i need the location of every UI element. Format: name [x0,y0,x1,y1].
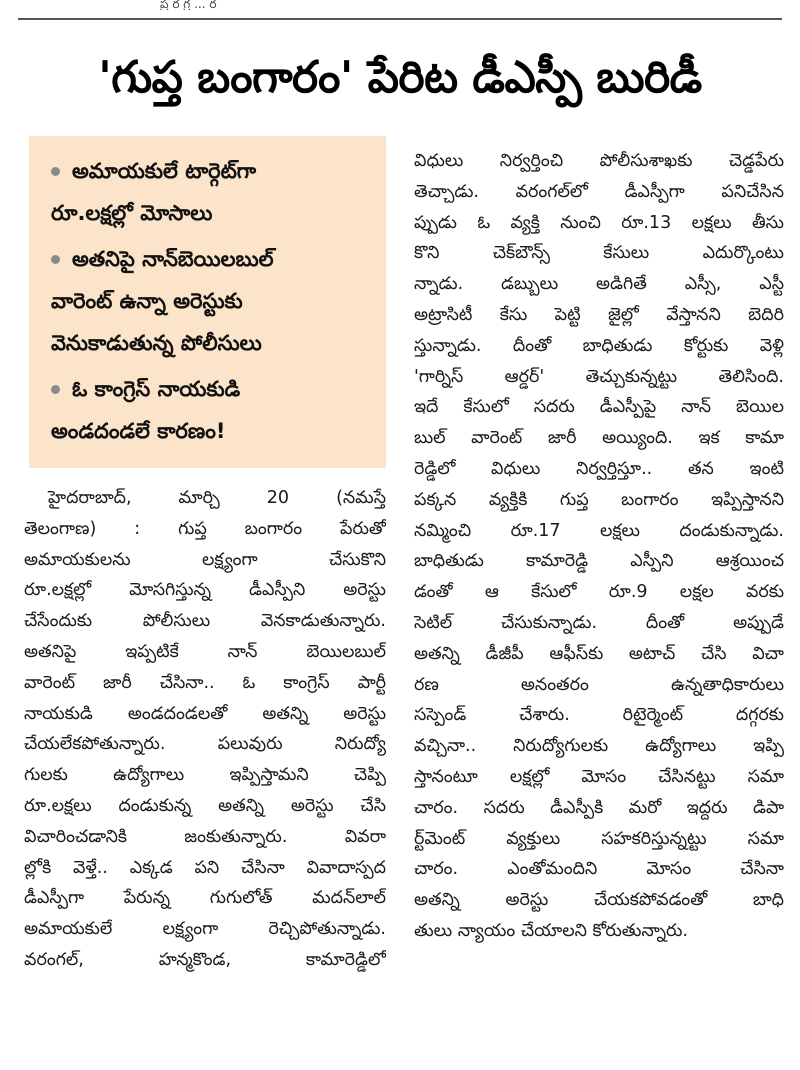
highlight-text [51,238,274,364]
body-line: తెచ్చాడు. వరంగల్‌లో డీఎస్పీగా పనిచేసిన [414,181,784,202]
article-column-left [24,483,386,976]
body-line: పక్కన వ్యక్తికి గుప్త బంగారం ఇప్పిస్తానని [414,489,784,510]
body-line: 'గార్నిస్ ఆర్డర్' తెచ్చుకున్నట్టు తెలిసింది. [414,366,784,387]
body-line: నమ్మించి రూ.17 లక్షలు దండుకున్నాడు. [414,520,784,541]
top-divider-rule [18,18,782,20]
body-line: బుల్ వారెంట్ జారీ అయ్యింది. ఇక కామా [414,428,784,449]
body-line: రూ.లక్షల్లో మోసగిస్తున్న డీఎస్పీని అరెస్టు [24,580,386,601]
body-line: అట్రాసిటీ కేసు పెట్టి జైల్లో వేస్తానని బెదిరి [414,304,784,325]
highlights-box [29,136,386,468]
body-line: సస్పెండ్ చేశారు. రిటైర్మెంట్ దగ్గరకు [414,705,784,726]
highlight-text [51,150,257,234]
article-headline: 'గుప్త బంగారం' పేరిట డీఎస్పీ బురిడీ [98,52,702,103]
body-line: ఇదే కేసులో సదరు డీఎస్పీపై నాన్ బెయిల [414,397,784,418]
body-line: విధులు నిర్వర్తించి పోలీసుశాఖకు చెడ్డపేరు [414,151,784,171]
body-line: చేయలేకపోతున్నారు. పలువురు నిరుద్యో [24,734,386,755]
bullet-icon [51,167,60,176]
body-line: తులు న్యాయం చేయాలని కోరుతున్నారు. [414,920,689,941]
body-line: స్తున్నాడు. దీంతో బాధితుడు కోర్టుకు వెళ్లి [414,335,784,356]
body-line: వచ్చినా.. నిరుద్యోగులకు ఉద్యోగాలు ఇప్పి [414,736,784,757]
highlight-line: ఓ కాంగ్రెస్ నాయకుడి [72,377,241,401]
body-line: అతన్ని డీజీపీ ఆఫీస్‌కు అటాచ్ చేసి విచా [414,643,784,664]
body-line: డీఎస్పీగా పేరున్న గుగులోత్ మదన్‌లాల్ [24,888,386,909]
body-line: గులకు ఉద్యోగాలు ఇప్పిస్తామని చెప్పి [24,765,386,786]
body-line: విచారించడానికి జంకుతున్నారు. వివరా [24,826,386,847]
body-line: డంతో ఆ కేసులో రూ.9 లక్షల వరకు [414,582,784,603]
body-line: అమాయకులను లక్ష్యంగా చేసుకొని [24,549,386,570]
body-line: అతన్ని అరెస్టు చేయకపోవడంతో బాధి [414,890,784,911]
bullet-icon [51,385,60,394]
highlight-line: అండదండలే కారణం! [51,419,226,443]
highlight-text [51,368,241,452]
highlight-item [51,150,372,234]
body-line: నాయకుడి అండదండలతో అతన్ని అరెస్టు [24,703,386,724]
body-line: కొని చెక్‌బౌన్స్ కేసులు ఎదుర్కొంటు [414,243,784,264]
bullet-icon [51,255,60,264]
highlight-line: అతనిపై నాన్‌బెయిలబుల్ [72,247,274,271]
body-line: వరంగల్, హన్మకొండ, కామారెడ్డిలో [24,949,386,970]
body-line: వారెంట్ జారీ చేసినా.. ఓ కాంగ్రెస్ పార్టీ [24,672,386,693]
body-line: ల్లోకి వెళ్తే.. ఎక్కడ పని చేసినా వివాదాస్పద [24,857,386,878]
body-line: రెడ్డిలో విధులు నిర్వర్తిస్తూ.. తన ఇంటి [414,458,784,479]
body-line: అమాయకులే లక్ష్యంగా రెచ్చిపోతున్నాడు. [24,919,386,940]
highlight-line: వారెంట్ ఉన్నా అరెస్టుకు [51,289,243,313]
body-line: రూ.లక్షలు దండుకున్న అతన్ని అరెస్టు చేసి [24,795,386,816]
highlight-item [51,238,372,364]
body-line: చేసేందుకు పోలీసులు వెనకాడుతున్నారు. [24,611,386,632]
article-column-right [414,146,784,947]
body-line: ర్ట్‌మెంట్ వ్యక్తులు సహకరిస్తున్నట్టు సమా [414,828,784,849]
highlight-line: రూ.లక్షల్లో మోసాలు [51,201,213,225]
body-line: న్నాడు. డబ్బులు అడిగితే ఎస్సీ, ఎస్టీ [414,274,784,295]
body-line: సెటిల్ చేసుకున్నాడు. దీంతో అప్పుడే [414,612,784,633]
body-line: చారం. ఎంతోమందిని మోసం చేసినా [414,859,784,880]
body-line: హైదరాబాద్, మార్చి 20 (నమస్తే [48,488,386,508]
body-line: ప్పుడు ఓ వ్యక్తి నుంచి రూ.13 లక్షలు తీసు [414,212,784,233]
highlight-line: అమాయకులే టార్గెట్‌గా [72,159,257,183]
clipped-previous-text: ప్ర ర గ్ర ... ర [160,0,217,10]
body-line: రణ అనంతరం ఉన్నతాధికారులు [414,674,784,695]
body-line: చారం. సదరు డీఎస్పీకి మరో ఇద్దరు డిపా [414,797,784,818]
body-line: బాధితుడు కామారెడ్డి ఎస్పీని ఆశ్రయించ [414,551,784,572]
body-line: స్తానంటూ లక్షల్లో మోసం చేసినట్టు సమా [414,766,784,787]
body-line: తెలంగాణ) : గుప్త బంగారం పేరుతో [24,518,386,539]
body-line: అతనిపై ఇప్పటికే నాన్ బెయిలబుల్ [24,641,386,662]
highlight-line: వెనుకాడుతున్న పోలీసులు [51,331,262,355]
highlight-item [51,368,372,452]
